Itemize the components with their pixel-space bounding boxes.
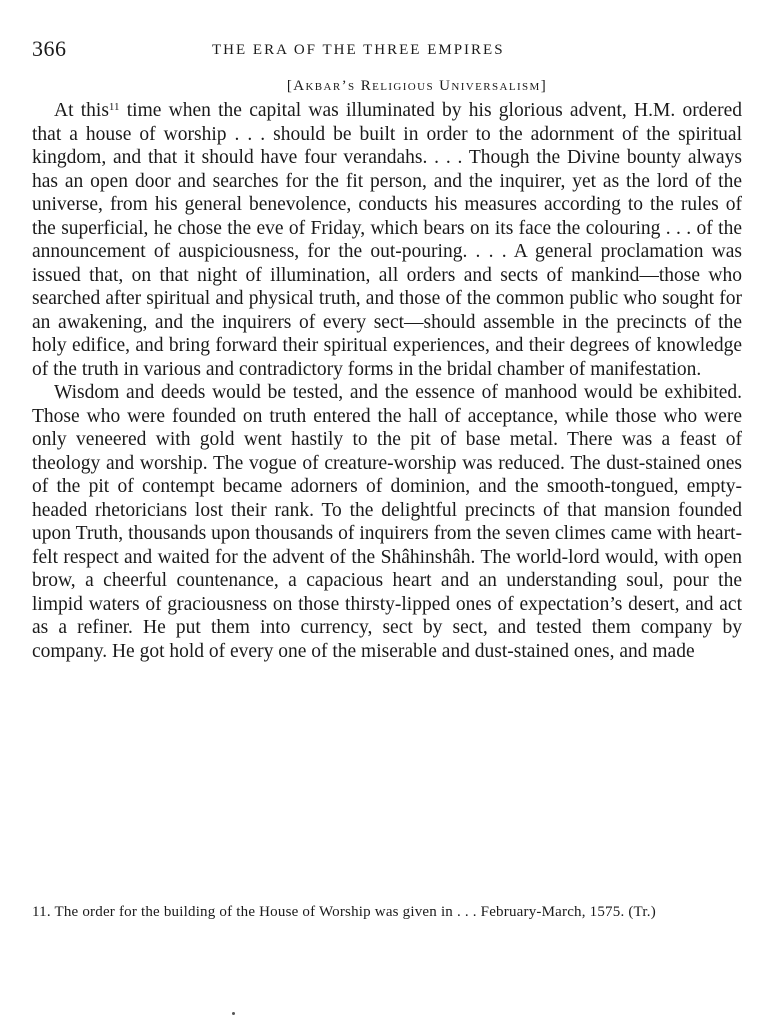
paragraph-2: Wisdom and deeds would be tested, and the essence of manhood would be exhibited. Those who were founded on truth entered the hall of acceptance, while those who were only veneered with gold went hastily to the pit of base metal. There was a feast of theology and worship. The vogue of creature-worship was reduced. The dust-stained ones of the pit of contempt became adorners of dominion, and the smooth-tongued, empty-headed rhetoricians lost their rank. To the delightful precincts of that mansion founded upon Truth, thousands upon thousands of inquirers from the seven climes came with heartfelt respect and waited for the advent of the Shâhinshâh. The world-lord would, with open brow, a cheerful countenance, a capacious heart and an understanding soul, pour the limpid waters of graciousness on those thirsty-lipped ones of expectation’s desert, and act as a refiner. He put them into currency, sect by sect, and tested them company by company. He got hold of every one of the miserable and dust-stained ones, and made bbox=[32, 382, 742, 662]
running-title: THE ERA OF THE THREE EMPIRES bbox=[212, 42, 505, 58]
section-open-bracket: [ bbox=[286, 78, 294, 94]
footnote-text: The order for the building of the House of Worship was given in . . . February-March, 1575. (Tr.) bbox=[50, 904, 656, 920]
page-number: 366 bbox=[32, 36, 67, 61]
book-page bbox=[32, 36, 742, 663]
footnote bbox=[32, 902, 742, 922]
paragraph-1-text: time when the capital was illuminated by his glorious advent, H.M. ordered that a house of worship . . . should be built in order to the adornment of the spiritual kingdom, and that it should have four verandahs. . . . Though the Divine bounty always has an open door and searches for the fit person, and the inquirer, yet as the lord of the universe, from his general benevolence, conducts his measures according to the rules of the superficial, he chose the eve of Friday, which bears on its face the colouring . . . of the announcement of auspiciousness, for the out-pouring. . . . A general proclamation was issued that, on that night of illumination, all orders and sects of mankind—those who searched after spiritual and physical truth, and those of the common public who sought for an awakening, and the inquirers of every sect—should assemble in the precincts of the holy edifice, and bring forward their spiritual experiences, and their degrees of knowledge of the truth in various and contradictory forms in the bridal chamber of manifestation. bbox=[32, 100, 742, 380]
section-close-bracket: ] bbox=[540, 78, 548, 94]
scan-speck bbox=[232, 1012, 235, 1015]
paragraph-1 bbox=[32, 99, 742, 381]
body-text bbox=[32, 99, 742, 663]
footnote-reference: 11 bbox=[108, 101, 120, 113]
running-head bbox=[32, 36, 742, 70]
footnote-number: 11. bbox=[32, 904, 51, 920]
section-title: Akbar’s Religious Universalism bbox=[293, 78, 541, 94]
section-heading bbox=[32, 78, 742, 95]
paragraph-1-lead: At this bbox=[54, 100, 109, 121]
